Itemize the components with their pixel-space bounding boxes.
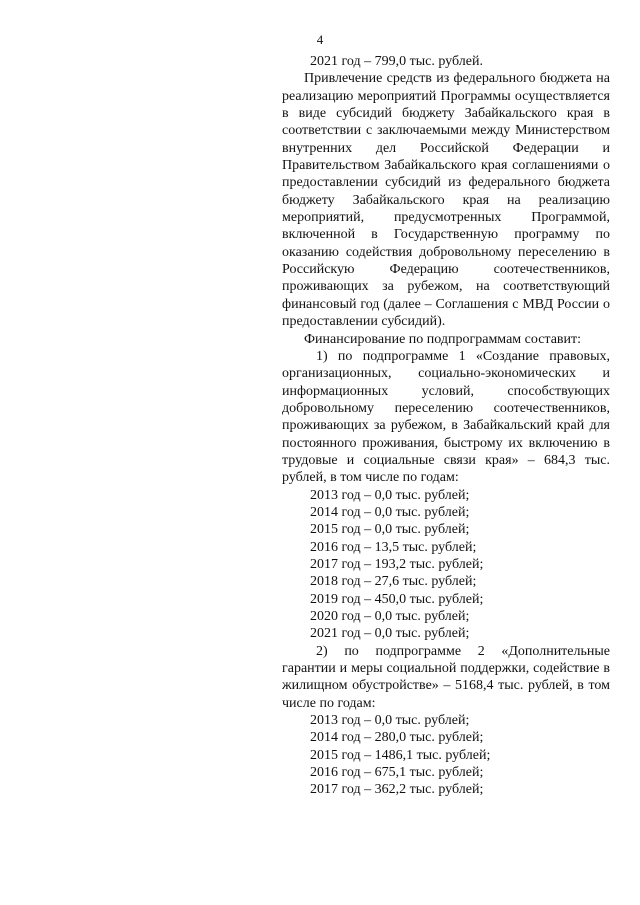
subprogram-2-paragraph: 2) по подпрограмме 2 «Дополнительные гарантии и меры социальной поддержки, содействие в жилищном обустройстве» – 5168,4 тыс. рублей, в том числе по годам:	[282, 643, 610, 711]
subprogram-1-year-2021: 2021 год – 0,0 тыс. рублей;	[310, 626, 470, 642]
subprogram-1-year-2019: 2019 год – 450,0 тыс. рублей;	[310, 591, 484, 607]
page-number: 4	[316, 32, 324, 47]
subprogram-2-year-list	[282, 712, 610, 799]
federal-funds-paragraph: Привлечение средств из федерального бюджета на реализацию мероприятий Программы осуществляется в виде субсидий бюджету Забайкальского края в соответствии с заключаемыми между Министерством внутренних дел Российской Федерации и Правительством Забайкальского края соглашениями о предоставлении субсидий из федерального бюджета бюджету Забайкальского края на реализацию мероприятий, предусмотренных Программой, включенной в Государственную программу по оказанию содействия добровольному переселению в Российскую Федерацию соотечественников, проживающих за рубежом, на соответствующий финансовый год (далее – Соглашения с МВД России о предоставлении субсидий).	[282, 71, 610, 330]
subprogram-1-year-2016: 2016 год – 13,5 тыс. рублей;	[310, 539, 477, 555]
subprogram-2-year-2017: 2017 год – 362,2 тыс. рублей;	[310, 782, 484, 798]
subprogram-1-year-2014: 2014 год – 0,0 тыс. рублей;	[310, 504, 470, 520]
subprogram-1-year-2015: 2015 год – 0,0 тыс. рублей;	[310, 522, 470, 538]
year-2021-total-line: 2021 год – 799,0 тыс. рублей.	[310, 54, 483, 69]
subprogram-2-year-2015: 2015 год – 1486,1 тыс. рублей;	[310, 747, 491, 763]
subprogram-2-year-2014: 2014 год – 280,0 тыс. рублей;	[310, 730, 484, 746]
subprogram-2-year-2016: 2016 год – 675,1 тыс. рублей;	[310, 765, 484, 781]
document-body	[282, 53, 610, 799]
subprogram-2-year-2013: 2013 год – 0,0 тыс. рублей;	[310, 713, 470, 729]
subprogram-1-year-2013: 2013 год – 0,0 тыс. рублей;	[310, 487, 470, 503]
subprogram-1-paragraph: 1) по подпрограмме 1 «Создание правовых, организационных, социально-экономических и информационных условий, способствующих добровольному переселению соотечественников, проживающих за рубежом, в Забайкальский край для постоянного проживания, быстрому их включению в трудовые и социальные связи края» – 684,3 тыс. рублей, в том числе по годам:	[282, 348, 610, 486]
subprogram-1-year-2017: 2017 год – 193,2 тыс. рублей;	[310, 556, 484, 572]
subprogram-1-year-list	[282, 487, 610, 643]
subprogram-1-year-2018: 2018 год – 27,6 тыс. рублей;	[310, 574, 477, 590]
funding-intro-line: Финансирование по подпрограммам составит:	[304, 331, 582, 347]
subprogram-1-year-2020: 2020 год – 0,0 тыс. рублей;	[310, 609, 470, 624]
